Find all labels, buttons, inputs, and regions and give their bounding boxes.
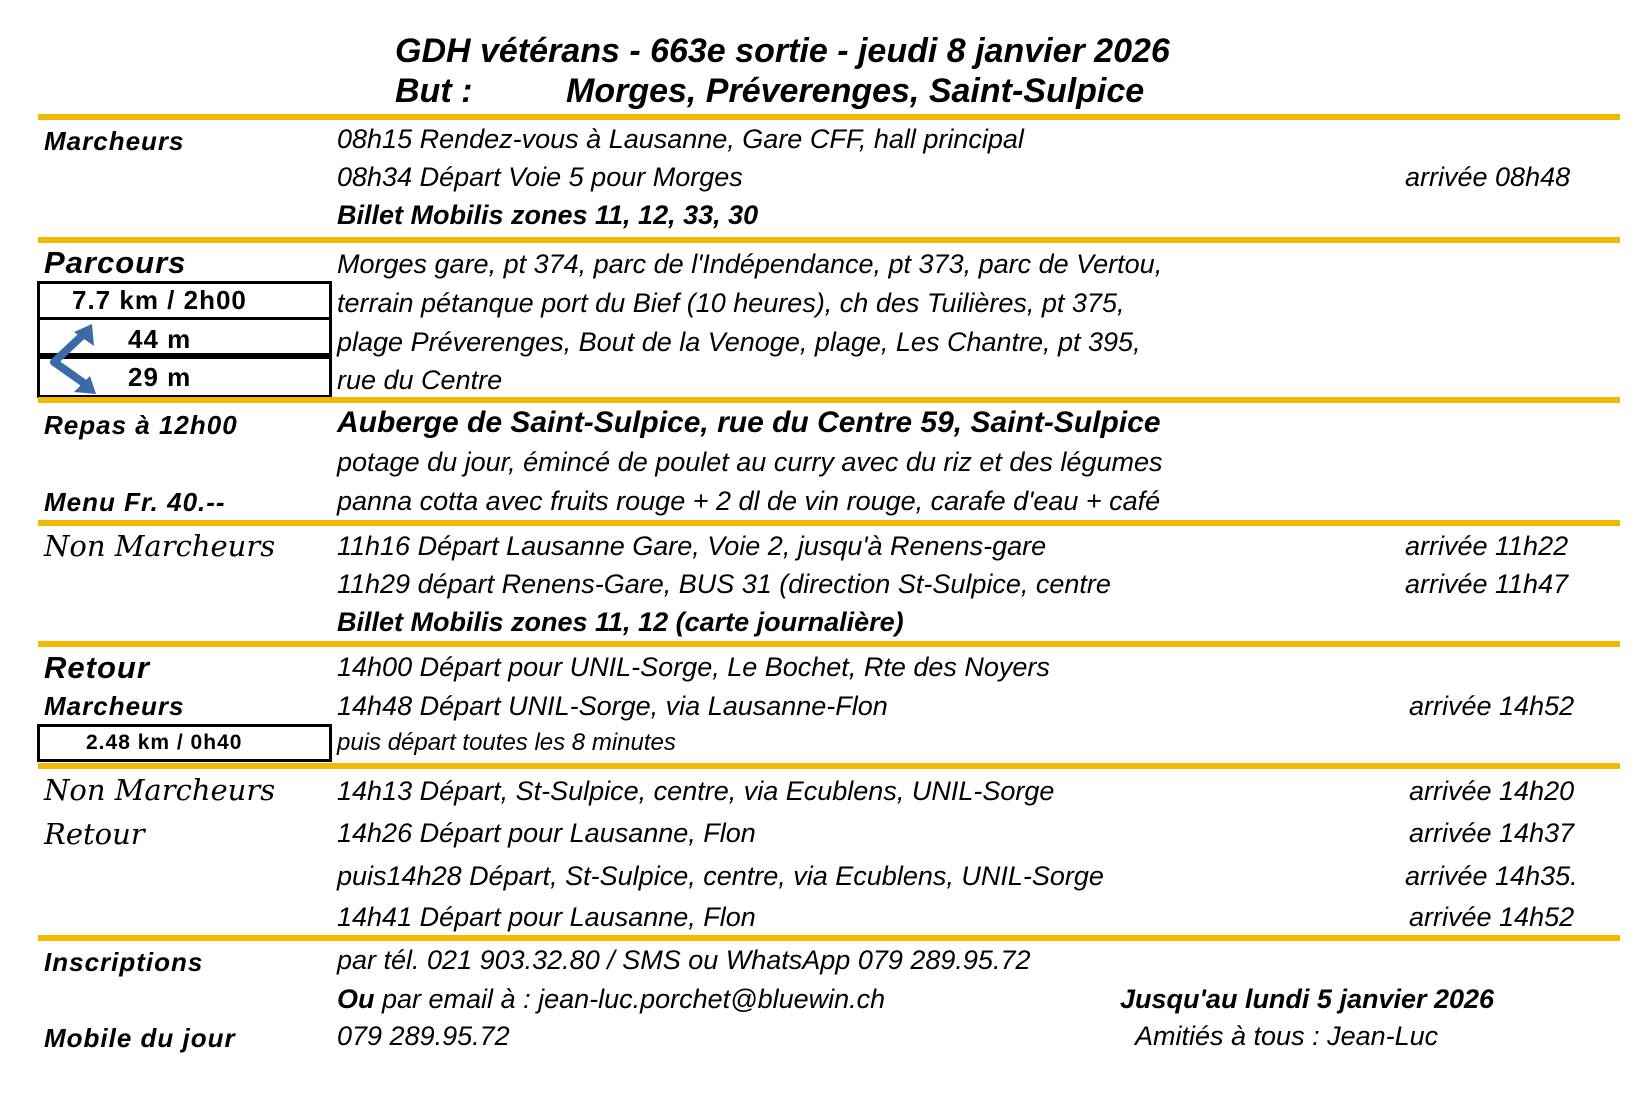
parcours-distance: 7.7 km / 2h00 — [72, 285, 247, 315]
parcours-descent: 29 m — [128, 362, 192, 392]
marcheurs-arrivee: arrivée 08h48 — [1405, 162, 1571, 192]
section-divider — [38, 237, 1620, 243]
parcours-line: rue du Centre — [337, 365, 503, 395]
mobile-label: Mobile du jour — [44, 1023, 236, 1053]
section-divider — [38, 641, 1620, 647]
non-marcheurs-arrivee: arrivée 11h22 — [1405, 531, 1569, 561]
retour-arrivee: arrivée 14h52 — [1409, 691, 1575, 721]
parcours-line: Morges gare, pt 374, parc de l'Indépendance, pt 373, parc de Vertou, — [337, 249, 1163, 279]
nm-retour-line: 14h13 Départ, St-Sulpice, centre, via Ecublens, UNIL-Sorge — [337, 776, 1055, 806]
menu-price: Menu Fr. 40.-- — [44, 487, 226, 517]
retour-script-label: Retour — [44, 817, 145, 851]
but-value: Morges, Préverenges, Saint-Sulpice — [566, 72, 1145, 110]
repas-place: Auberge de Saint-Sulpice, rue du Centre 59, Saint-Sulpice — [337, 406, 1161, 439]
inscriptions-label: Inscriptions — [44, 947, 204, 977]
inscriptions-email-line — [337, 984, 885, 1015]
inscriptions-deadline: Jusqu'au lundi 5 janvier 2026 — [1120, 984, 1495, 1014]
section-divider — [38, 763, 1620, 769]
non-marcheurs-label: Non Marcheurs — [44, 529, 276, 563]
marcheurs-line: 08h34 Départ Voie 5 pour Morges — [337, 162, 743, 192]
parcours-line: plage Préverenges, Bout de la Venoge, plage, Les Chantre, pt 395, — [337, 327, 1141, 357]
nm-retour-arrivee: arrivée 14h35. — [1405, 861, 1578, 891]
repas-line: panna cotta avec fruits rouge + 2 dl de vin rouge, carafe d'eau + café — [337, 486, 1161, 516]
nm-retour-arrivee: arrivée 14h20 — [1409, 776, 1575, 806]
nm-retour-line: 14h26 Départ pour Lausanne, Flon — [337, 818, 756, 848]
section-divider — [38, 397, 1620, 403]
marcheurs-ticket: Billet Mobilis zones 11, 12, 33, 30 — [337, 200, 759, 230]
parcours-label: Parcours — [44, 245, 187, 280]
marcheurs-label: Marcheurs — [44, 126, 185, 156]
non-marcheurs-line: 11h16 Départ Lausanne Gare, Voie 2, jusqu'à Renens-gare — [337, 531, 1047, 561]
nm-retour-arrivee: arrivée 14h52 — [1409, 902, 1575, 932]
but-label: But : — [395, 72, 473, 110]
repas-line: potage du jour, émincé de poulet au curry avec du riz et des légumes — [337, 447, 1163, 477]
retour-marcheurs-label: Marcheurs — [44, 691, 185, 721]
parcours-ascent: 44 m — [128, 324, 192, 354]
non-marcheurs-ticket: Billet Mobilis zones 11, 12 (carte journalière) — [337, 607, 904, 637]
nm-retour-line: 14h41 Départ pour Lausanne, Flon — [337, 902, 756, 932]
non-marcheurs-line: 11h29 départ Renens-Gare, BUS 31 (direction St-Sulpice, centre — [337, 569, 1111, 599]
retour-distance: 2.48 km / 0h40 — [86, 731, 243, 754]
closing-signature: Amitiés à tous : Jean-Luc — [1135, 1021, 1439, 1051]
retour-line: 14h48 Départ UNIL-Sorge, via Lausanne-Flon — [337, 691, 888, 721]
nm-retour-arrivee: arrivée 14h37 — [1409, 818, 1575, 848]
retour-line: puis départ toutes les 8 minutes — [337, 729, 676, 756]
section-divider — [38, 935, 1620, 941]
elevation-arrows-icon — [40, 318, 110, 398]
section-divider — [38, 114, 1620, 120]
marcheurs-line: 08h15 Rendez-vous à Lausanne, Gare CFF, hall principal — [337, 124, 1024, 154]
non-marcheurs-arrivee: arrivée 11h47 — [1405, 569, 1569, 599]
nm-retour-line: puis14h28 Départ, St-Sulpice, centre, via Ecublens, UNIL-Sorge — [337, 861, 1104, 891]
section-divider — [38, 520, 1620, 526]
repas-label: Repas à 12h00 — [44, 410, 238, 440]
page-title: GDH vétérans - 663e sortie - jeudi 8 janvier 2026 — [395, 32, 1170, 70]
non-marcheurs-retour-label: Non Marcheurs — [44, 773, 276, 807]
inscriptions-tel: par tél. 021 903.32.80 / SMS ou WhatsApp 079 289.95.72 — [337, 945, 1031, 975]
email-prefix: Ou — [337, 984, 375, 1014]
retour-line: 14h00 Départ pour UNIL-Sorge, Le Bochet, Rte des Noyers — [337, 652, 1050, 682]
mobile-number: 079 289.95.72 — [337, 1021, 510, 1051]
retour-label: Retour — [44, 650, 150, 685]
inscriptions-email: par email à : jean-luc.porchet@bluewin.ch — [374, 984, 886, 1014]
parcours-line: terrain pétanque port du Bief (10 heures), ch des Tuilières, pt 375, — [337, 288, 1125, 318]
